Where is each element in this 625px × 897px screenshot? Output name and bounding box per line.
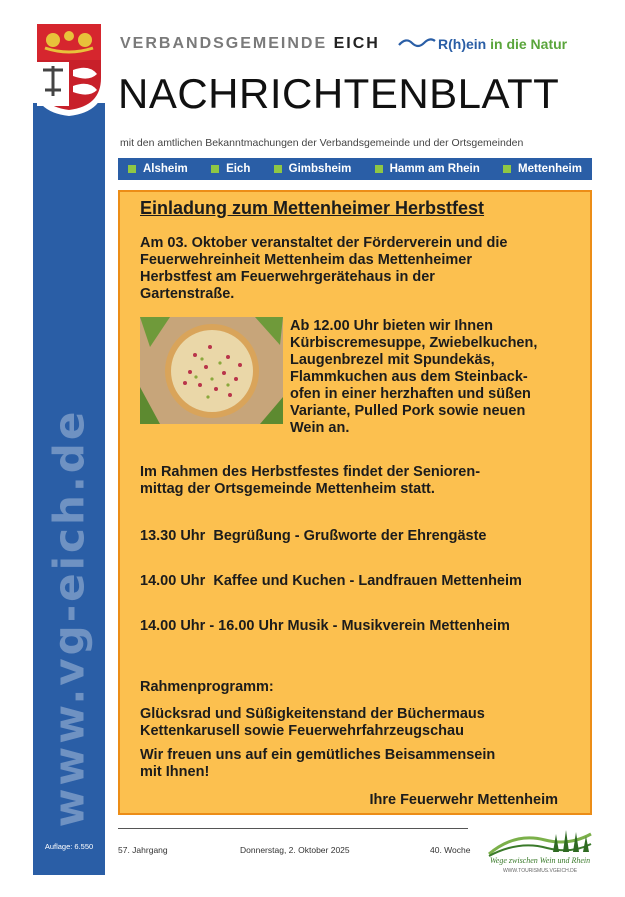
flammkuchen-image — [140, 317, 283, 424]
herbstfest-notice — [118, 190, 592, 815]
tagline-blue: R(h)ein — [438, 36, 491, 52]
town-gimbsheim[interactable] — [274, 163, 352, 175]
wave-icon — [398, 36, 436, 50]
schedule-time: 14.00 Uhr — [140, 573, 206, 589]
tourism-logo-text: Wege zwischen Wein und Rhein — [489, 856, 591, 865]
tourism-logo-url[interactable]: WWW.TOURISMUS.VGEICH.DE — [502, 868, 578, 874]
town-label: Eich — [226, 163, 251, 175]
tagline-green: in die Natur — [490, 36, 568, 52]
masthead-title: NACHRICHTENBLATT — [118, 70, 560, 117]
vg-eich: EICH — [333, 35, 380, 52]
schedule-item — [140, 573, 522, 590]
town-mettenheim[interactable] — [503, 163, 582, 175]
footer-jahrgang: 57. Jahrgang — [118, 845, 168, 855]
footer-divider — [118, 828, 468, 829]
schedule-event: Begrüßung - Grußworte der Ehrengäste — [213, 528, 487, 544]
website-url[interactable]: www.vg-eich.de — [44, 408, 94, 828]
circulation-label: Auflage: 6.550 — [44, 842, 94, 851]
square-bullet-icon — [128, 165, 136, 173]
square-bullet-icon — [274, 165, 282, 173]
schedule-event: Kaffee und Kuchen - Landfrauen Mettenheim — [213, 573, 522, 589]
town-label: Gimbsheim — [288, 163, 352, 175]
town-alsheim[interactable] — [128, 163, 188, 175]
rahmen-heading: Rahmenprogramm: — [140, 679, 274, 695]
notice-menu: Ab 12.00 Uhr bieten wir Ihnen Kürbiscremesuppe, Zwiebelkuchen, Laugenbrezel mit Spundekäs, Flammkuchen aus dem Steinback- ofen in einer herzhaften und süßen Variante, Pulled Pork sowie neuen Wein an. — [290, 318, 538, 436]
town-hamm-am-rhein[interactable] — [375, 163, 480, 175]
notice-title: Einladung zum Mettenheimer Herbstfest — [140, 198, 485, 218]
schedule-event: Musik - Musikverein Mettenheim — [287, 618, 510, 634]
schedule-item — [140, 528, 486, 545]
schedule-time: 14.00 Uhr - 16.00 Uhr — [140, 618, 284, 634]
town-label: Mettenheim — [518, 163, 582, 175]
rahmen-text: Glücksrad und Süßigkeitenstand der Büchermaus Kettenkarusell sowie Feuerwehrfahrzeugschau — [140, 706, 485, 739]
coat-of-arms-icon — [33, 20, 105, 116]
square-bullet-icon — [375, 165, 383, 173]
footer-date: Donnerstag, 2. Oktober 2025 — [240, 845, 350, 855]
square-bullet-icon — [211, 165, 219, 173]
notice-intro: Am 03. Oktober veranstaltet der Förderverein und die Feuerwehreinheit Mettenheim das Mettenheimer Herbstfest am Feuerwehrgerätehaus in der Gartenstraße. — [140, 235, 508, 302]
masthead-subline: mit den amtlichen Bekanntmachungen der Verbandsgemeinde und der Ortsgemeinden — [120, 137, 524, 149]
schedule-time: 13.30 Uhr — [140, 528, 206, 544]
town-eich[interactable] — [211, 163, 250, 175]
verbandsgemeinde-name — [120, 35, 380, 53]
notice-senior: Im Rahmen des Herbstfestes findet der Senioren- mittag der Ortsgemeinde Mettenheim statt. — [140, 464, 481, 497]
notice-signature: Ihre Feuerwehr Mettenheim — [369, 792, 558, 808]
schedule-item — [140, 618, 510, 635]
notice-closing: Wir freuen uns auf ein gemütliches Beisammensein mit Ihnen! — [140, 747, 496, 780]
tourism-logo-icon[interactable] — [485, 826, 595, 858]
town-label: Alsheim — [143, 163, 188, 175]
tagline — [438, 36, 567, 52]
footer-week: 40. Woche — [430, 845, 471, 855]
town-label: Hamm am Rhein — [389, 163, 480, 175]
towns-bar — [118, 158, 592, 180]
square-bullet-icon — [503, 165, 511, 173]
vg-prefix: VERBANDSGEMEINDE — [120, 35, 328, 52]
